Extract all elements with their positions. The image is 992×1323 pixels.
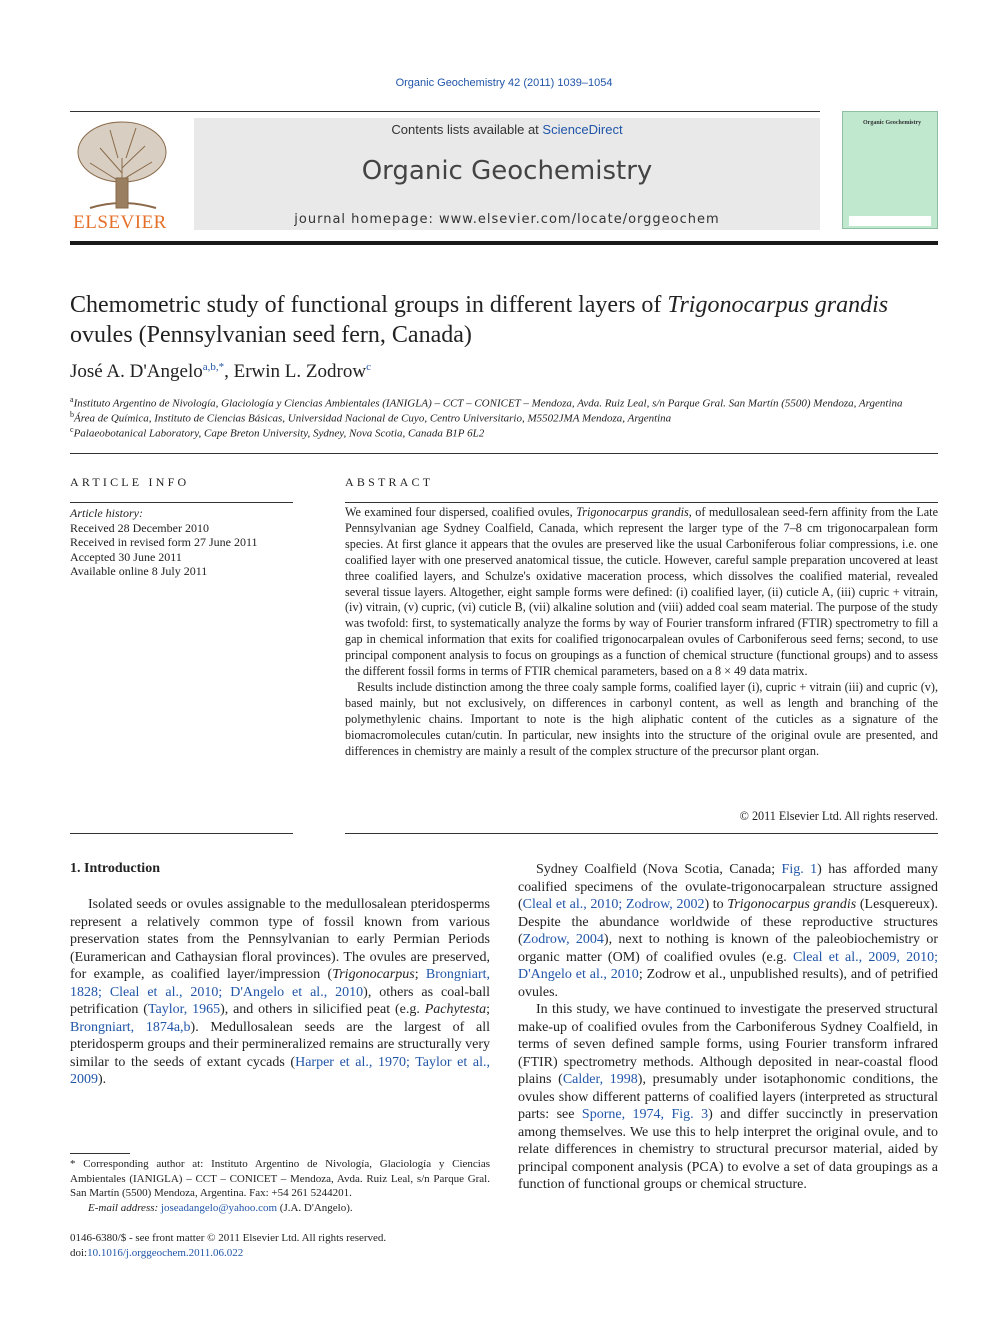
issn-line: 0146-6380/$ - see front matter © 2011 Elsevier Ltd. All rights reserved. [70, 1232, 387, 1244]
article-info-heading: ARTICLE INFO [70, 475, 190, 489]
corresponding-author-note: * Corresponding author at: Instituto Argentino de Nivología, Glaciología y Ciencias Ambientales (IANIGLA) – CCT – CONICET – Mendoza, Avda. Ruiz Leal, s/n Parque Gral. San Martín (5500) Mendoza, Argentina. Fax: +54 261 5244201. [70, 1158, 490, 1199]
citation-link[interactable]: Zodrow, 2004 [522, 932, 604, 947]
author-zodrow-marks[interactable]: c [366, 361, 371, 373]
footnote-rule [70, 1153, 130, 1154]
journal-title: Organic Geochemistry [361, 156, 653, 186]
text-run: Isolated seeds or ovules assignable to the medullosalean pteridosperms represent a relatively common type of fossil known from various preservation states from the Pennsylvanian to early Permian Periods (Euramerican and Cathaysian floral provinces). The ovules are preserved, for example, as coalified layer/impression ( [70, 897, 490, 982]
elsevier-tree-logo [70, 118, 170, 212]
sciencedirect-link[interactable]: ScienceDirect [542, 122, 623, 137]
introduction-paragraph-1 [70, 896, 490, 1089]
italic-term: Trigonocarpus [332, 967, 415, 982]
citation-link[interactable]: Harper et al., 1970; Taylor et al., 2009 [70, 1054, 490, 1087]
cover-footer [849, 216, 931, 226]
citation-link[interactable]: Taylor, 1965 [147, 1002, 221, 1017]
text-run: ). [98, 1072, 107, 1087]
footnote: * Corresponding author at: Instituto Argentino de Nivología, Glaciología y Ciencias Ambientales (IANIGLA) – CCT – CONICET – Mendoza, Avda. Ruiz Leal, s/n Parque Gral. San Martín (5500) Mendoza, Argentina. Fax: +54 261 5244201. E-mail address: joseadangelo@yahoo.com (J.A. D'Angelo). [70, 1158, 490, 1214]
email-label: E-mail address: [88, 1201, 161, 1214]
introduction-right-column [518, 861, 938, 1194]
info-bottom-rule [70, 833, 293, 834]
abstract-paragraph-1: We examined four dispersed, coalified ovules, Trigonocarpus grandis, of medullosalean seed-fern affinity from the Late Pennsylvanian age Sydney Coalfield, Canada, which represent the larger type of the 7–8 cm trigonocarpalean form species. At first glance it appears that the ovules are preserved like the usual Carboniferous foliar compressions, i.e. one coalified layer with one preserved anatomical tissue, the cuticle. However, careful sample preparation uncovered at least three coalified layers, and Schulze's oxidative maceration process, which dissolves the coalified material, revealed several tissue layers. Altogether, eight sample forms were defined: (i) coalified layer, (ii) cuticle A, (iii) cupric + vitrain, (iv) vitrain, (v) cupric, (vi) cuticle B, (vii) alkaline solution and (viii) added coal seam material. The purpose of the study was twofold: first, to systematically analyze the forms by way of Fourier transform infrared (FTIR) spectrometry to fill a gap in chemical information that exits for coalified trigonocarpalean ovules of Carboniferous seed ferns; second, to use principal component analysis to focus on groupings as a function of chemical structure (functional groups) and to assess the different fossil forms in terms of FTIR chemical parameters, based on a 8 × 49 data matrix. [345, 505, 938, 679]
doi-link[interactable]: 10.1016/j.orggeochem.2011.06.022 [87, 1246, 244, 1259]
article-info-rule [70, 502, 293, 503]
history-received: Received 28 December 2010 [70, 520, 209, 535]
citation-link[interactable]: Sporne, 1974, Fig. 3 [581, 1107, 709, 1122]
text-run: ), others as coal-ball petrification ( [70, 984, 491, 1017]
text-run: ). Medullosalean seeds are the largest of all pteridosperm groups and their permineralized remains are structurally very similar to the seeds of extant cycads ( [70, 1019, 490, 1070]
journal-homepage[interactable]: journal homepage: www.elsevier.com/locate/orggeochem [294, 212, 720, 227]
author-dangelo: José A. D'Angelo [70, 361, 203, 382]
abstract-body [345, 505, 938, 760]
italic-term: Pachytesta [424, 1002, 487, 1017]
email-link[interactable]: joseadangelo@yahoo.com [160, 1201, 278, 1214]
author-zodrow: Erwin L. Zodrow [233, 361, 367, 382]
citation-link[interactable]: Brongniart, 1828; Cleal et al., 2010; D'Angelo et al., 2010 [70, 967, 491, 1000]
journal-cover-thumbnail [842, 111, 938, 229]
history-online: Available online 8 July 2011 [70, 564, 208, 578]
contents-line [194, 122, 820, 137]
text-run: (Lesquereux). Despite the abundance worldwide of these reproductive structures ( [518, 897, 938, 947]
history-label: Article history: [70, 506, 143, 520]
citation-link[interactable]: Fig. 1 [781, 862, 818, 877]
text-run: ; [414, 967, 426, 982]
section-rule [70, 453, 938, 454]
cover-title: Organic Geochemistry [863, 120, 922, 126]
text-run: In this study, we have continued to investigate the preserved structural make-up of coalified ovules from the Carboniferous Sydney Coalfield, in terms of seven defined sample forms, using Fourier transform infrared (FTIR) spectrometry methods. Although deposited in near-coastal flood plains ( [518, 1002, 938, 1087]
text-run: ; [486, 1002, 491, 1017]
abstract-copyright: © 2011 Elsevier Ltd. All rights reserved. [739, 809, 938, 823]
contents-prefix: Contents lists available at [391, 122, 543, 137]
text-run: ), next to nothing is known of the paleobiochemistry or organic matter (OM) of coalified ovules (e.g. [518, 932, 938, 965]
affiliation-b: $^b$Área de Química, Instituto de Ciencias Básicas, Universidad Nacional de Cuyo, Centro Universitario, M5502JMA Mendoza, Argentina [70, 410, 672, 425]
author-dangelo-marks[interactable]: a,b,* [202, 361, 225, 373]
article-history [70, 506, 258, 579]
introduction-heading: 1. Introduction [70, 861, 160, 876]
italic-term: Trigonocarpus grandis [727, 897, 857, 912]
header-thick-rule [70, 241, 938, 245]
text-run: ) to [704, 897, 728, 912]
abstract-bottom-rule [345, 833, 938, 834]
issn-block: 0146-6380/$ - see front matter © 2011 Elsevier Ltd. All rights reserved. doi:10.1016/j.orggeochem.2011.06.022 [70, 1232, 387, 1259]
citation-link[interactable]: Calder, 1998 [562, 1072, 638, 1087]
top-rule [70, 111, 820, 112]
abstract-rule [345, 502, 938, 503]
history-revised: Received in revised form 27 June 2011 [70, 535, 258, 549]
affiliation-a: $^a$Instituto Argentino de Nivología, Glaciología y Ciencias Ambientales (IANIGLA) – CCT – CONICET – Mendoza, Avda. Ruiz Leal, s/n Parque Gral. San Martín (5500) Mendoza, Argentina [70, 395, 903, 410]
text-run: Sydney Coalfield (Nova Scotia, Canada; [536, 862, 782, 877]
introduction-paragraph-2 [518, 861, 938, 1001]
elsevier-wordmark: ELSEVIER [73, 212, 167, 233]
abstract-paragraph-2: Results include distinction among the three coaly sample forms, coalified layer (i), cupric + vitrain (iii) and cupric (v), based mainly, but not exclusively, on differences in carbonyl content, as well as length and branching of the polymethylenic chains. Important to note is the high aliphatic content of the cuticles as a signature of the biomacromolecules cutan/cutin. In particular, new insights into the structure of the original ovule are presented, and differences in chemistry are mainly a result of the complex structure of the precursor plant organ. [345, 679, 938, 758]
author-list: José A. D'Angelo$^{a,b,*}$, Erwin L. Zodrow$^c$ [70, 361, 371, 382]
introduction-paragraph-3 [518, 1001, 938, 1194]
abstract-heading: ABSTRACT [345, 475, 434, 489]
text-run: ), and others in silicified peat (e.g. [220, 1002, 425, 1017]
text-run: ) has afforded many coalified specimens of the ovulate-trigonocarpalean structure assigned ( [518, 862, 939, 912]
text-run: ) and differ succinctly in preservation among themselves. We use this to help interpret the original ovule, and to relate differences in chemistry to structural precursor material, aided by principal component analysis (PCA) to evolve a set of data groupings as a function of functional groups or chemical structure. [518, 1107, 938, 1192]
history-accepted: Accepted 30 June 2011 [70, 549, 182, 564]
citation-link[interactable]: Cleal et al., 2009, 2010; D'Angelo et al., 2010 [518, 949, 938, 982]
citation-link[interactable]: Brongniart, 1874a,b [70, 1019, 191, 1035]
journal-reference-link[interactable]: Organic Geochemistry 42 (2011) 1039–1054 [395, 77, 613, 89]
citation-link[interactable]: Cleal et al., 2010; Zodrow, 2002 [522, 897, 705, 912]
article-title: Chemometric study of functional groups in different layers of Trigonocarpus grandis ovules (Pennsylvanian seed fern, Canada) [70, 292, 889, 348]
text-run: ; Zodrow et al., unpublished results), and of petrified ovules. [518, 967, 939, 1000]
text-run: ), presumably under isotaphonomic conditions, the ovules show different patterns of coalified layers (interpreted as structural parts: see [518, 1072, 938, 1122]
affiliation-c: $^c$Palaeobotanical Laboratory, Cape Breton University, Sydney, Nova Scotia, Canada B1P 6L2 [70, 425, 485, 440]
